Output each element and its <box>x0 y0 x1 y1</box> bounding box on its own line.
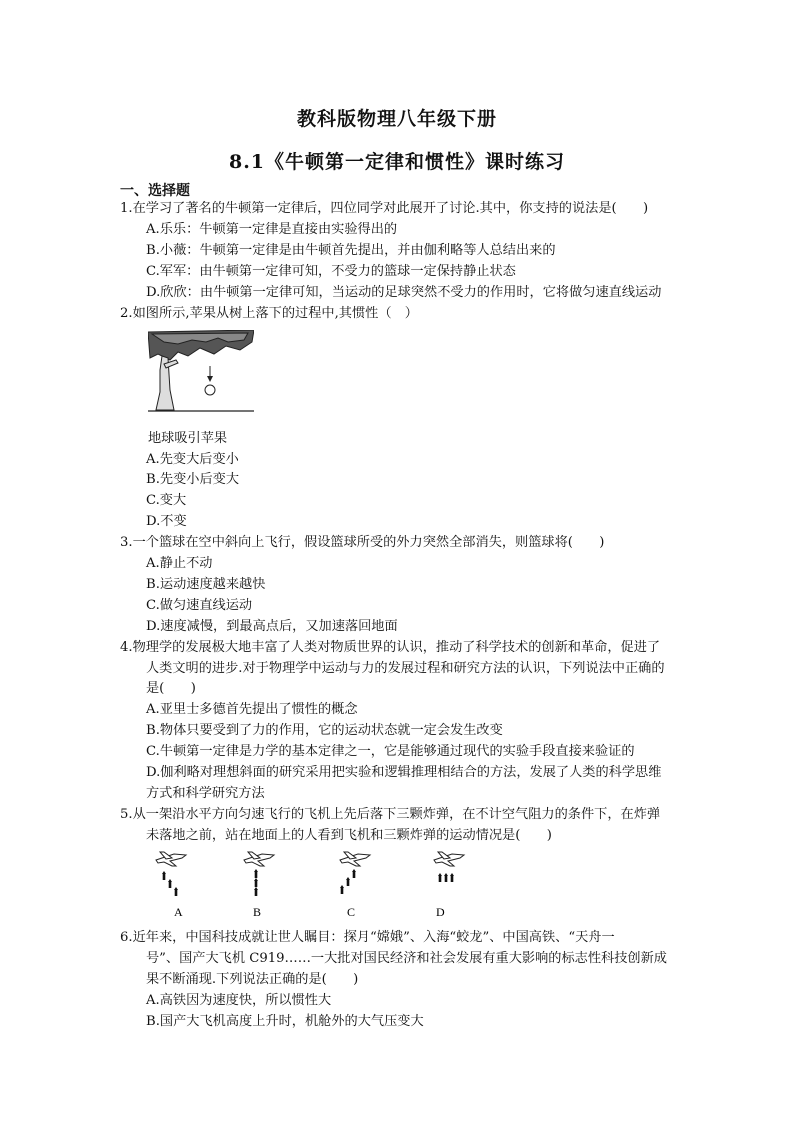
question-3-option-d: D.速度减慢，到最高点后，又加速落回地面 <box>146 619 398 634</box>
option-b-diagram <box>244 852 274 896</box>
bomb-icon <box>352 869 356 878</box>
option-c-diagram <box>340 852 370 894</box>
question-3-stem: 3.一个篮球在空中斜向上飞行，假设篮球所受的外力突然全部消失，则篮球将( ) <box>120 535 605 550</box>
question-2-option-a: A.先变大后变小 <box>146 452 239 467</box>
question-1-option-b: B.小薇：牛顿第一定律是由牛顿首先提出，并由伽利略等人总结出来的 <box>146 243 556 258</box>
question-6-stem-line-2: 号”、国产大飞机 C919……一大批对国民经济和社会发展有重大影响的标志性科技创新成 <box>146 951 667 966</box>
document-title: 教科版物理八年级下册 <box>296 108 497 130</box>
apple-icon <box>205 385 215 395</box>
section-heading: 一、选择题 <box>120 183 190 199</box>
bomb-icon <box>254 887 258 896</box>
bomb-icon <box>450 873 454 882</box>
question-2-option-c: C.变大 <box>146 493 187 508</box>
bomb-icon <box>438 873 442 882</box>
question-5-stem-line-1: 5.从一架沿水平方向匀速飞行的飞机上先后落下三颗炸弹，在不计空气阻力的条件下，在炸弹 <box>120 807 661 822</box>
question-2-stem: 2.如图所示,苹果从树上落下的过程中,其惯性（ ） <box>120 306 418 321</box>
question-1-option-a: A.乐乐：牛顿第一定律是直接由实验得出的 <box>146 222 398 237</box>
question-4-option-b: B.物体只要受到了力的作用，它的运动状态就一定会发生改变 <box>146 723 503 738</box>
question-3-option-b: B.运动速度越来越快 <box>146 577 266 592</box>
fall-arrow-head <box>207 376 213 382</box>
option-d-label: D <box>436 905 445 919</box>
question-4-option-c: C.牛顿第一定律是力学的基本定律之一，它是能够通过现代的实验手段直接来验证的 <box>146 744 635 759</box>
question-6-option-b: B.国产大飞机高度上升时，机舱外的大气压变大 <box>146 1014 424 1029</box>
apple-tree-figure <box>148 330 254 416</box>
tree-trunk <box>156 356 178 410</box>
question-1-option-d: D.欣欣：由牛顿第一定律可知，当运动的足球突然不受力的作用时，它将做匀速直线运动 <box>146 285 662 300</box>
question-2-option-b: B.先变小后变大 <box>146 472 240 487</box>
option-a-diagram <box>156 852 186 896</box>
question-4-option-d: D.伽利略对理想斜面的研究采用把实验和逻辑推理相结合的方法，发展了人类的科学思维 <box>146 765 662 780</box>
question-3-option-c: C.做匀速直线运动 <box>146 598 253 613</box>
option-d-diagram <box>434 852 464 882</box>
question-5-stem-line-2: 未落地之前，站在地面上的人看到飞机和三颗炸弹的运动情况是( ) <box>146 828 552 843</box>
figure-caption: 地球吸引苹果 <box>148 431 228 446</box>
bomb-trajectory-figure <box>150 848 470 920</box>
question-4-option-d-continued: 方式和科学研究方法 <box>146 786 265 801</box>
bomb-icon <box>254 869 258 878</box>
question-6-stem-line-1: 6.近年来，中国科技成就让世人瞩目：探月“嫦娥”、入海“蛟龙”、中国高铁、“天舟一 <box>120 930 615 945</box>
question-4-stem-line-1: 4.物理学的发展极大地丰富了人类对物质世界的认识，推动了科学技术的创新和革命，促进了 <box>120 640 661 655</box>
bomb-icon <box>444 873 448 882</box>
bomb-icon <box>174 887 178 896</box>
question-6-stem-line-3: 果不断涌现.下列说法正确的是( ) <box>146 972 359 987</box>
question-3-option-a: A.静止不动 <box>146 556 213 571</box>
option-b-label: B <box>253 905 262 919</box>
question-2-option-d: D.不变 <box>146 514 187 529</box>
tree-canopy <box>148 330 254 360</box>
option-c-label: C <box>347 905 356 919</box>
question-4-stem-line-3: 是( ) <box>146 681 196 696</box>
bomb-icon <box>346 877 350 886</box>
question-1-option-c: C.军军：由牛顿第一定律可知，不受力的篮球一定保持静止状态 <box>146 264 516 279</box>
bomb-icon <box>162 871 166 880</box>
bomb-icon <box>168 879 172 888</box>
bomb-icon <box>254 878 258 887</box>
question-4-option-a: A.亚里士多德首先提出了惯性的概念 <box>146 702 358 717</box>
question-1-stem: 1.在学习了著名的牛顿第一定律后，四位同学对此展开了讨论.其中，你支持的说法是( ) <box>120 201 649 216</box>
bomb-icon <box>340 885 344 894</box>
question-4-stem-line-2: 人类文明的进步.对于物理学中运动与力的发展过程和研究方法的认识，下列说法中正确的 <box>146 661 665 676</box>
option-a-label: A <box>174 905 183 919</box>
question-6-option-a: A.高铁因为速度快，所以惯性大 <box>146 993 332 1008</box>
lesson-title: 8.1《牛顿第一定律和惯性》课时练习 <box>228 151 566 173</box>
